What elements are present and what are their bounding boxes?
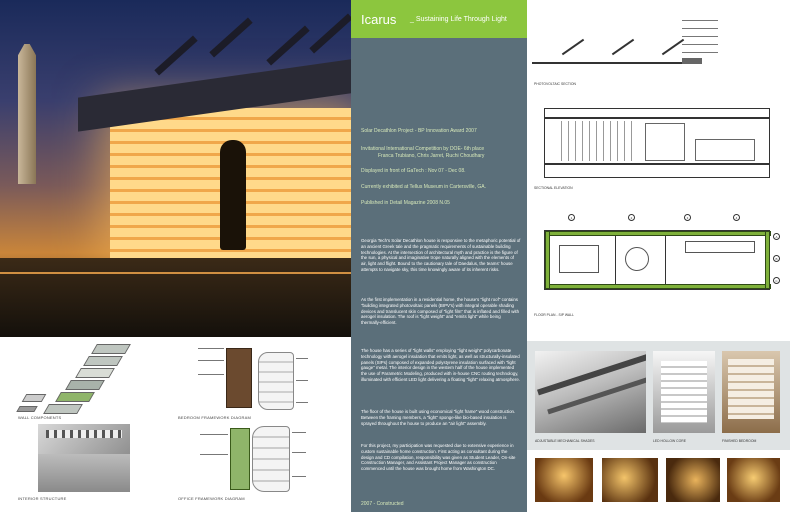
wall-components-caption: WALL COMPONENTS xyxy=(18,415,62,420)
floor-plan-caption: FLOOR PLAN - SIP WALL xyxy=(534,313,574,317)
frame-ribs xyxy=(252,426,290,492)
grid-bubble-4: 4 xyxy=(733,214,740,221)
sip-wall xyxy=(545,231,550,289)
team-line: Franca Trubiano, Chris Jarret, Ruchi Choudhary xyxy=(378,153,485,159)
leader-line xyxy=(198,374,224,375)
pv-panel xyxy=(266,26,309,66)
sip-wall xyxy=(545,231,771,236)
publication-line: Published in Detail Magazine 2008 N.05 xyxy=(361,200,450,206)
layer xyxy=(55,392,95,402)
grid-bubble-1: 1 xyxy=(568,214,575,221)
construction-year: 2007 - Constructed xyxy=(361,501,404,507)
bed xyxy=(559,245,599,273)
sectional-elevation-caption: SECTIONAL ELEVATION xyxy=(534,186,573,190)
core-caption: LED HOLLOW CORE xyxy=(653,439,686,443)
layer xyxy=(43,404,83,414)
kitchen-counter xyxy=(685,241,755,253)
photovoltaic-section-drawing xyxy=(532,12,782,76)
leader-line xyxy=(200,454,228,455)
shades-caption: ADJUSTABLE MECHANICAL SHADES xyxy=(535,439,595,443)
bedroom-framework-caption: BEDROOM FRAMEWORK DIAGRAM xyxy=(178,415,252,420)
partition xyxy=(665,236,666,284)
grid-bubble-3: 3 xyxy=(684,214,691,221)
sip-wall xyxy=(765,231,770,289)
leader-line xyxy=(296,358,308,359)
office-framework-caption: OFFICE FRAMEWORK DIAGRAM xyxy=(178,496,245,501)
layer xyxy=(65,380,105,390)
leader-line xyxy=(292,432,306,433)
floor xyxy=(38,454,130,492)
interior-photo-4 xyxy=(727,458,780,502)
description-paragraph: The floor of the house is built using economical "light frame" wood construction. Between the framing members, a "light" sponge-like bio-based insulation is sprayed throughout the house to produce an "air light" assembly. xyxy=(361,409,516,426)
core-photo xyxy=(653,351,715,433)
grid-bubble-a: A xyxy=(773,233,780,240)
layer xyxy=(16,406,37,412)
bedroom-photo xyxy=(722,351,780,433)
cabinet xyxy=(645,123,685,161)
description-paragraph: For this project, my participation was requested due to extensive experience in custom sustainable home construction. First acting as consultant during the design and CD compilation, responsibility was given as Student Leader, On-site Construction Manager, and Assistant Project Manager as construction commenced until the house was brought home from Washington DC. xyxy=(361,443,516,472)
parapet xyxy=(682,58,702,64)
leader-line xyxy=(682,44,718,45)
pv-panel xyxy=(309,14,351,54)
ground xyxy=(0,258,351,337)
leader-line xyxy=(296,402,308,403)
pv-tilt xyxy=(562,39,584,56)
leader-line xyxy=(682,52,718,53)
washington-monument xyxy=(18,44,36,184)
wall-components-diagram xyxy=(18,342,128,422)
leader-line xyxy=(682,28,718,29)
ceiling-ribs xyxy=(46,430,122,438)
leader-line xyxy=(682,36,718,37)
floor-plan-drawing xyxy=(544,230,770,290)
roof-line xyxy=(532,62,682,64)
office-framework-diagram xyxy=(178,424,338,496)
floor-line xyxy=(545,163,769,165)
grid-bubble-2: 2 xyxy=(628,214,635,221)
interior-photo-3 xyxy=(666,458,720,502)
leader-line xyxy=(198,348,224,349)
description-paragraph: The house has a series of "light walls" employing "light weight" polycarbonate technology with aerogel insulation that emits light, as well as structurally-insulated panels (SIPs) composed of expanded polystyrene insulation surfaced with "light gauge" metal. The interior design in the western half of the house implemented the use of Parametric Modeling, produced with in-house CNC routing technology, illuminated with efficient LED light delivering a floating "light" relaxing atmosphere. xyxy=(361,348,520,382)
display-line: Displayed in front of GaTech : Nov 07 - Dec 08. xyxy=(361,168,466,174)
sectional-elevation-drawing xyxy=(544,108,770,178)
person-silhouette xyxy=(220,140,246,250)
shades-photo xyxy=(535,351,646,433)
award-line: Solar Decathlon Project - BP Innovation Award 2007 xyxy=(361,128,477,134)
leader-line xyxy=(292,452,306,453)
text-panel xyxy=(351,0,527,512)
layer xyxy=(75,368,115,378)
bedroom-wall xyxy=(728,359,774,419)
shade-frame xyxy=(547,373,646,415)
sip-wall xyxy=(545,284,771,289)
description-paragraph: Georgia Tech's Solar Decathlon house is responsive to the metaphoric potential of an ancient Greek tale and the pragmatic requirements of sustainable building technologies. At the intersection of architectural myth and practice is the figure of the sun, a physical and imaginative trope naturally aligned with the elements of air, light and flight. Bound to the cautionary tale of Daedalus, the teams' house attempts to navigate sky, this time knowingly aware of its inherent risks. xyxy=(361,238,521,272)
hollow-core xyxy=(661,361,707,423)
layer xyxy=(83,356,123,366)
frame-block xyxy=(226,348,252,408)
round-table xyxy=(625,247,649,271)
layer xyxy=(91,344,131,354)
green-frame xyxy=(230,428,250,490)
hero-photo xyxy=(0,0,351,337)
ceiling-line xyxy=(545,117,769,119)
title-bar xyxy=(351,0,527,38)
title-separator: _ xyxy=(410,16,414,23)
project-subtitle xyxy=(410,16,507,23)
partition xyxy=(615,236,616,284)
leader-line xyxy=(200,434,228,435)
bedroom-framework-diagram xyxy=(178,340,338,420)
leader-line xyxy=(296,380,308,381)
wall-ribs xyxy=(555,121,635,161)
pv-tilt xyxy=(612,39,634,56)
interior-photo-1 xyxy=(535,458,593,502)
grid-bubble-c: C xyxy=(773,277,780,284)
frame-ribs xyxy=(258,352,294,410)
leader-line xyxy=(682,20,718,21)
pv-tilt xyxy=(662,39,684,56)
leader-line xyxy=(198,360,224,361)
title-tagline: Sustaining Life Through Light xyxy=(415,16,507,23)
pv-panel xyxy=(154,36,197,76)
exhibit-line: Currently exhibited at Tellus Museum in Cartersville, GA. xyxy=(361,184,486,190)
interior-structure-render xyxy=(38,424,130,492)
interior-photo-2 xyxy=(602,458,658,502)
counter xyxy=(695,139,755,161)
interior-structure-caption: INTERIOR STRUCTURE xyxy=(18,496,67,501)
layer xyxy=(22,394,47,402)
shade-frame xyxy=(537,353,646,396)
competition-line: Invitational International Competition by DOE- 6th place xyxy=(361,146,485,152)
description-paragraph: As the first implementation in a residential home, the house's "light roof" contains "building integrated photovoltaic panels (BIPV's) with integral operable shading devices and translucent skin composed of "light film" that is inflated and filled with aerogel insulation. The roof is "light weight" and "emits light" while being thermally-efficient. xyxy=(361,297,520,326)
bedroom-caption: FINISHED BEDROOM xyxy=(722,439,757,443)
photovoltaic-section-caption: PHOTOVOLTAIC SECTION xyxy=(534,82,577,86)
project-title: Icarus xyxy=(361,12,397,27)
grid-bubble-b: B xyxy=(773,255,780,262)
leader-line xyxy=(292,476,306,477)
pv-panel xyxy=(209,18,252,58)
